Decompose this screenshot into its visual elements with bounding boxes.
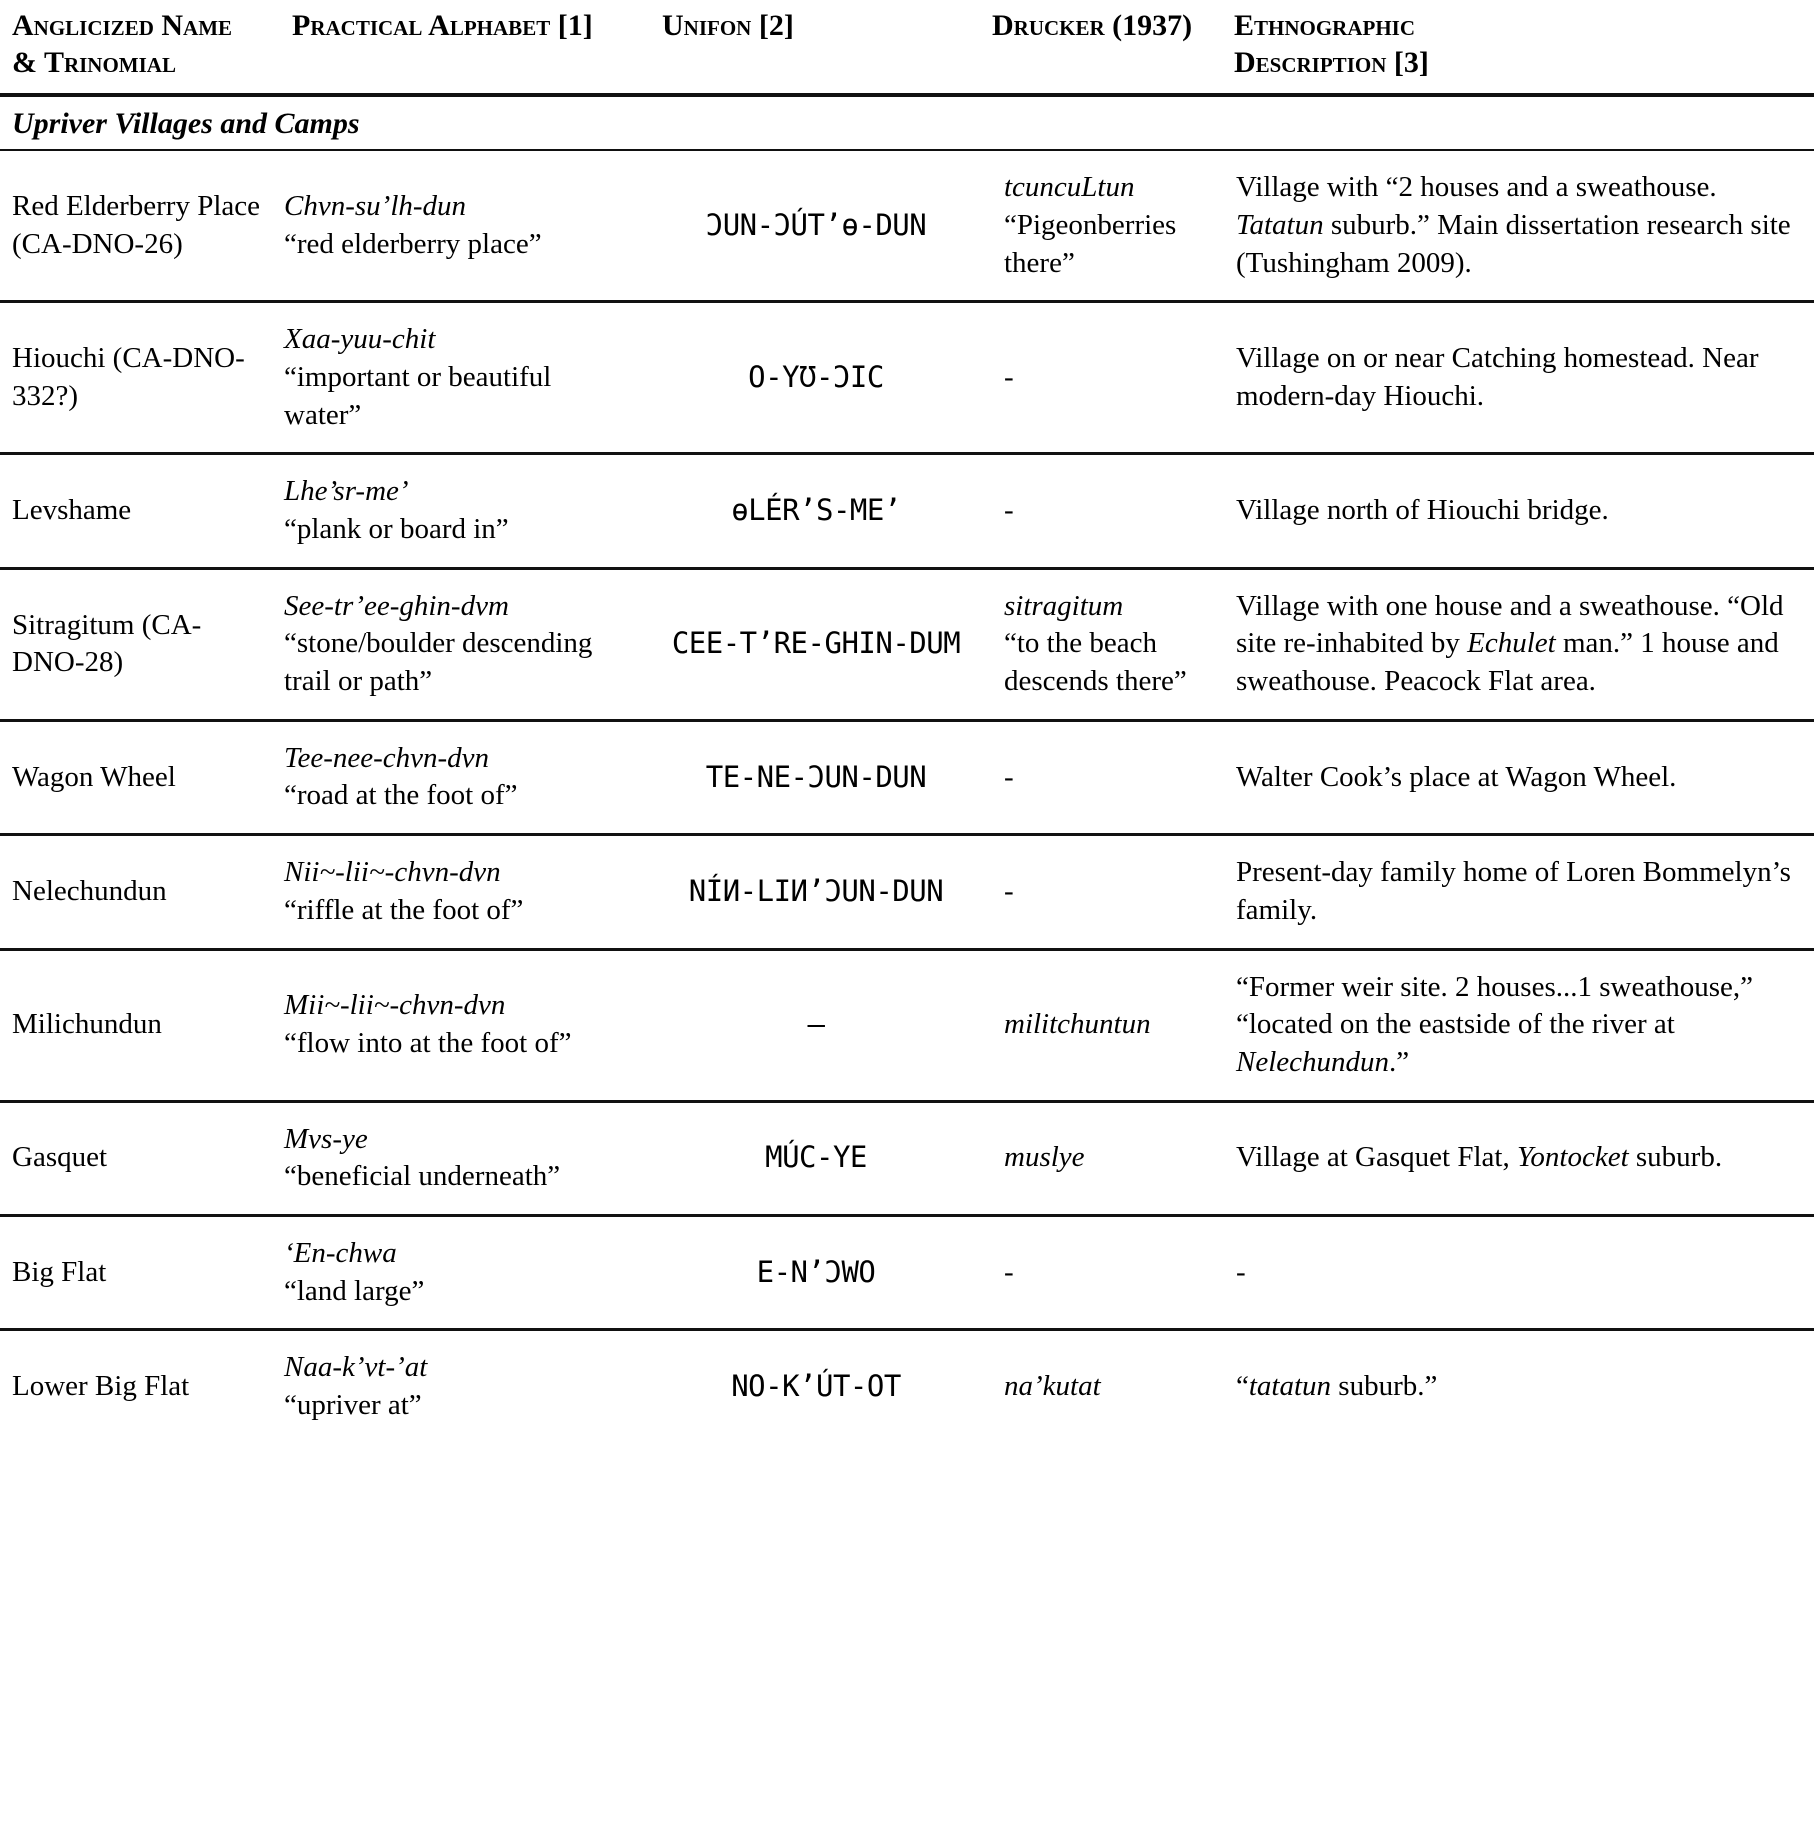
practical-gloss: “beneficial underneath” [284,1160,561,1193]
drucker-term: tcuncuLtun [1004,171,1135,204]
practical-term: Nii~-lii~-chvn-dvn [284,856,501,889]
ethno-text-post: suburb.” [1331,1370,1438,1403]
cell-practical-alphabet [272,1330,640,1443]
table-row [0,1330,1814,1443]
table-data-body [0,150,1814,1443]
practical-term: Xaa-yuu-chit [284,323,436,356]
cell-unifon: CEE-T’RE-GHIN-DUM [640,568,992,720]
cell-ethnographic-description [1224,720,1814,834]
table-row [0,454,1814,568]
cell-practical-alphabet [272,949,640,1101]
cell-unifon: ƆUN-ƆÚT’ɵ-DUN [640,150,992,302]
practical-gloss: “road at the foot of” [284,779,518,812]
practical-gloss: “stone/boulder descending trail or path” [284,627,593,698]
cell-anglicized-name: Milichundun [0,949,272,1101]
cell-anglicized-name: Nelechundun [0,835,272,949]
ethno-text-pre: “ [1236,1370,1249,1403]
practical-term: Naa-k’vt-’at [284,1351,428,1384]
drucker-term: - [1004,874,1014,907]
drucker-term: - [1004,760,1014,793]
practical-gloss: “important or beautiful water” [284,360,552,431]
ethno-text-post: suburb.” Main dissertation research site (Tushingham 2009). [1236,208,1791,279]
cell-unifon: ɵLÉR’S-ME’ [640,454,992,568]
practical-term: Tee-nee-chvn-dvn [284,741,490,774]
cell-practical-alphabet [272,454,640,568]
header-row [0,0,1814,95]
cell-unifon: MÚC-YE [640,1101,992,1215]
cell-practical-alphabet [272,1101,640,1215]
cell-anglicized-name: Levshame [0,454,272,568]
practical-gloss: “flow into at the foot of” [284,1027,572,1060]
cell-drucker [992,568,1224,720]
cell-anglicized-name: Sitragitum (CA-DNO-28) [0,568,272,720]
ethno-text-pre: Present-day family home of Loren Bommelyn’s family. [1236,856,1791,926]
cell-unifon: – [640,949,992,1101]
table-row [0,150,1814,302]
cell-ethnographic-description [1224,150,1814,302]
ethno-text-pre: - [1236,1255,1246,1288]
column-header-line-1: Ethnographic [1234,9,1416,42]
cell-anglicized-name: Red Elderberry Place (CA-DNO-26) [0,150,272,302]
cell-drucker [992,454,1224,568]
cell-anglicized-name: Lower Big Flat [12,1370,190,1403]
drucker-term: militchuntun [1004,1008,1151,1041]
practical-term: Mvs-ye [284,1122,368,1155]
table-row [0,568,1814,720]
ethno-text-post: man.” 1 house and sweathouse. Peacock Flat area. [1236,627,1779,698]
ethno-text-italic: Echulet [1467,627,1556,660]
cell-practical-alphabet [272,720,640,834]
drucker-gloss: “to the beach descends there” [1004,627,1187,698]
ethno-text-italic: Nelechundun [1236,1045,1390,1078]
practical-gloss: “land large” [284,1274,425,1307]
column-header-practical-alphabet: Practical Alphabet [1] [292,9,593,42]
ethno-text-pre: “Former weir site. 2 houses...1 sweathouse,” “located on the eastside of the river at [1236,970,1754,1041]
practical-term: Lhe’sr-me’ [284,475,409,508]
ethno-text-pre: Village north of Hiouchi bridge. [1236,494,1609,527]
cell-ethnographic-description [1224,568,1814,720]
table-row [0,835,1814,949]
practical-term: Chvn-su’lh-dun [284,190,467,223]
cell-practical-alphabet [272,835,640,949]
cell-drucker [992,302,1224,454]
ethno-text-italic: Tatatun [1236,208,1324,241]
column-header-ethnographic-description [1224,0,1814,95]
ethno-text-post: suburb. [1628,1141,1723,1174]
table-body [0,95,1814,150]
cell-ethnographic-description [1224,1330,1814,1443]
cell-anglicized-name: Big Flat [0,1215,272,1329]
drucker-term: - [1004,494,1014,527]
ethno-text-italic: Yontocket [1516,1141,1629,1174]
cell-anglicized-name: Hiouchi (CA-DNO-332?) [0,302,272,454]
cell-unifon: TE-NE-ƆUN-DUN [640,720,992,834]
cell-ethnographic-description [1224,1215,1814,1329]
cell-unifon: O-YƱ-ƆIC [640,302,992,454]
practical-term: See-tr’ee-ghin-dvm [284,589,509,622]
cell-ethnographic-description [1224,454,1814,568]
table-row [0,1101,1814,1215]
ethno-text-pre: Village on or near Catching homestead. Near modern-day Hiouchi. [1236,342,1759,412]
practical-term: ‘En-chwa [284,1236,397,1269]
cell-unifon: E-N’ƆWO [640,1215,992,1329]
practical-term: Mii~-lii~-chvn-dvn [284,989,506,1022]
ethno-text-post: .” [1389,1045,1410,1078]
cell-drucker [992,835,1224,949]
cell-drucker [992,1101,1224,1215]
drucker-gloss: “Pigeonberries there” [1004,208,1177,279]
column-header-anglicized-name [0,0,272,95]
table-row [0,302,1814,454]
cell-practical-alphabet [272,568,640,720]
ethno-text-pre: Village with one house and a sweathouse. “Old site re-inhabited by [1236,589,1784,660]
drucker-term: - [1004,1255,1014,1288]
practical-gloss: “upriver at” [284,1389,422,1421]
cell-ethnographic-description [1224,1101,1814,1215]
drucker-term: - [1004,360,1014,393]
practical-gloss: “plank or board in” [284,513,509,545]
cell-ethnographic-description [1224,835,1814,949]
cell-ethnographic-description [1224,302,1814,454]
cell-drucker [992,720,1224,834]
cell-drucker [992,1330,1224,1443]
drucker-term: muslye [1004,1141,1085,1174]
cell-practical-alphabet [272,302,640,454]
practical-gloss: “riffle at the foot of” [284,893,524,926]
drucker-term: na’kutat [1004,1370,1101,1403]
table-row [0,720,1814,834]
ethno-text-italic: tatatun [1248,1370,1332,1403]
cell-ethnographic-description [1224,949,1814,1101]
practical-gloss: “red elderberry place” [284,227,542,260]
column-header-line-2: Description [3] [1234,45,1429,79]
column-header-unifon: Unifon [2] [662,9,794,42]
cell-anglicized-name: Gasquet [0,1101,272,1215]
cell-practical-alphabet [272,1215,640,1329]
ethno-text-pre: Village with “2 houses and a sweathouse. [1236,171,1717,204]
cell-unifon: NO-K’ÚT-OT [731,1369,901,1404]
ethno-text-pre: Walter Cook’s place at Wagon Wheel. [1236,760,1677,793]
cell-drucker [992,1215,1224,1329]
column-header-line-1: Anglicized Name [12,9,233,42]
column-header-drucker: Drucker (1937) [992,9,1193,42]
cell-drucker [992,150,1224,302]
ethno-text-pre: Village at Gasquet Flat, [1236,1141,1517,1174]
cell-practical-alphabet [272,150,640,302]
column-header-line-2: & Trinomial [12,45,176,79]
section-heading-row [0,95,1814,150]
table-header [0,0,1814,95]
drucker-term: sitragitum [1004,589,1124,622]
section-heading-label: Upriver Villages and Camps [0,95,1814,150]
table-row [0,949,1814,1101]
table-row [0,1215,1814,1329]
cell-anglicized-name: Wagon Wheel [0,720,272,834]
cell-unifon: NÍИ-LIИ’ƆUN-DUN [640,835,992,949]
cell-drucker [992,949,1224,1101]
